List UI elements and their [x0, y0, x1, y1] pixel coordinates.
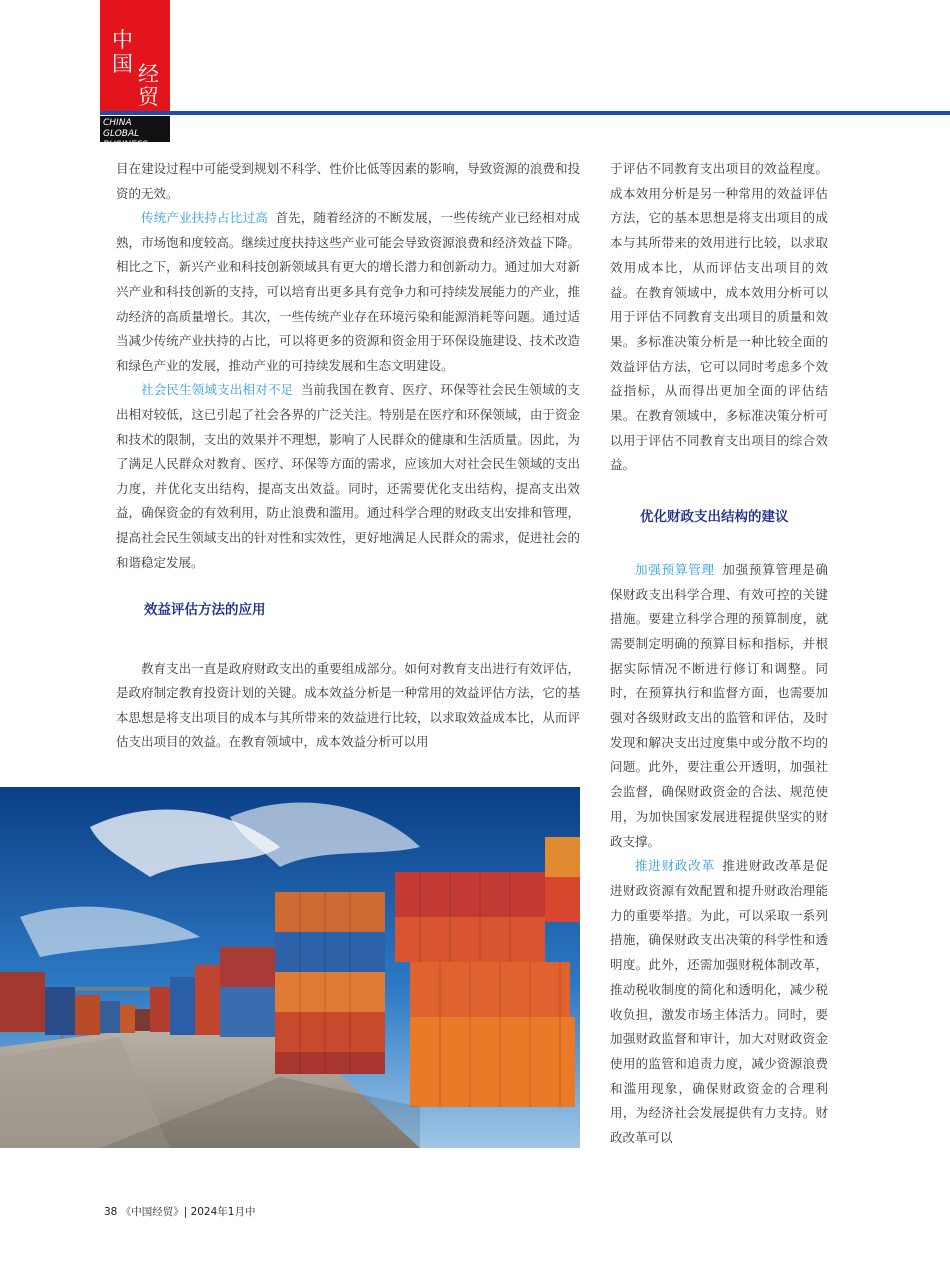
paragraph: 教育支出一直是政府财政支出的重要组成部分。如何对教育支出进行有效评估，是政府制定教育投资计划的关键。成本效益分析是一种常用的效益评估方法，它的基本思想是将支出项目的成本与其所带来的效益进行比较，以求取效益成本比，从而评估支出项目的效益。在教育领域中，成本效益分析可以用	[116, 660, 580, 750]
paragraph-body: 推进财政改革是促进财政资源有效配置和提升财政治理能力的重要举措。为此，可以采取一系列措施，确保财政支出决策的科学性和透明度。此外，还需加强财税体制改革，推动税收制度的简化和透明化，减少税收负担，激发市场主体活力。同时，要加强财政监督和审计，加大对财政资金使用的监管和追责力度，减少资源浪费和滥用现象，确保财政资金的合理利用，为经济社会发展提供有力支持。财政改革可以	[610, 858, 828, 1146]
section-heading: 效益评估方法的应用	[144, 602, 266, 619]
logo-english-name	[100, 116, 170, 150]
paragraph: 目在建设过程中可能受到规划不科学、性价比低等因素的影响，导致资源的浪费和投资的无效。	[116, 161, 580, 201]
logo-char: 国	[112, 52, 133, 76]
paragraph-lead: 社会民生领域支出相对不足	[141, 382, 294, 398]
left-column	[116, 157, 580, 755]
paragraph	[610, 558, 828, 854]
paragraph-lead: 推进财政改革	[635, 858, 715, 874]
logo-char: 中	[112, 28, 133, 52]
page-footer: 38 《中国经贸》| 2024年1月中	[104, 1206, 256, 1218]
logo-char: 贸	[138, 85, 159, 109]
header-rule	[100, 111, 950, 115]
container-yard-illustration	[0, 787, 580, 1148]
paragraph-body: 当前我国在教育、医疗、环保等社会民生领域的支出相对较低，这已引起了社会各界的广泛关注。特别是在医疗和环保领域，由于资金和技术的限制，支出的效果并不理想，影响了人民群众的健康和生活质量。因此，为了满足人民群众对教育、医疗、环保等方面的需求，应该加大对社会民生领域的支出力度，并优化支出结构，提高支出效益。同时，还需要优化支出结构，提高支出效益，确保资金的有效利用，防止浪费和滥用。通过科学合理的财政支出安排和管理，提高社会民生领域支出的针对性和实效性，更好地满足人民群众的需求，促进社会的和谐稳定发展。	[116, 382, 580, 570]
container-yard-photo	[0, 787, 580, 1148]
paragraph-body: 首先，随着经济的不断发展，一些传统产业已经相对成熟，市场饱和度较高。继续过度扶持这些产业可能会导致资源浪费和经济效益下降。相比之下，新兴产业和科技创新领域具有更大的增长潜力和创新动力。通过加大对新兴产业和科技创新的支持，可以培育出更多具有竞争力和可持续发展能力的产业，推动经济的高质量增长。其次，一些传统产业存在环境污染和能源消耗等问题。通过适当减少传统产业扶持的占比，可以将更多的资源和资金用于环保设施建设、技术改造和绿色产业的发展，推动产业的可持续发展和生态文明建设。	[116, 210, 580, 373]
paragraph	[610, 854, 828, 1150]
paragraph	[116, 378, 580, 575]
paragraph-lead: 传统产业扶持占比过高	[141, 210, 268, 226]
logo-english-line: CHINA GLOBAL	[103, 118, 140, 139]
paragraph: 于评估不同教育支出项目的效益程度。成本效用分析是另一种常用的效益评估方法，它的基本思想是将支出项目的成本与其所带来的效用进行比较，以求取效用成本比，从而评估支出项目的效益。在教育领域中，成本效用分析可以用于评估不同教育支出项目的质量和效果。多标准决策分析是一种比较全面的效益评估方法，它可以同时考虑多个效益指标，从而得出更加全面的评估结果。在教育领域中，多标准决策分析可以用于评估不同教育支出项目的综合效益。	[610, 161, 828, 473]
section-heading: 优化财政支出结构的建议	[640, 509, 789, 526]
logo-english-line: BUSINESS	[103, 140, 148, 150]
magazine-logo	[100, 0, 170, 113]
paragraph-lead: 加强预算管理	[635, 561, 715, 577]
right-column	[610, 157, 828, 1151]
paragraph-body: 加强预算管理是确保财政支出科学合理、有效可控的关键措施。要建立科学合理的预算制度，就需要制定明确的预算目标和指标，并根据实际情况不断进行修订和调整。同时，在预算执行和监督方面，也需要加强对各级财政支出的监管和评估，及时发现和解决支出过度集中或分散不均的问题。此外，要注重公开透明，加强社会监督，确保财政资金的合法、规范使用，为加快国家发展进程提供坚实的财政支撑。	[610, 561, 828, 849]
logo-char: 经	[138, 62, 159, 86]
paragraph	[116, 206, 580, 378]
